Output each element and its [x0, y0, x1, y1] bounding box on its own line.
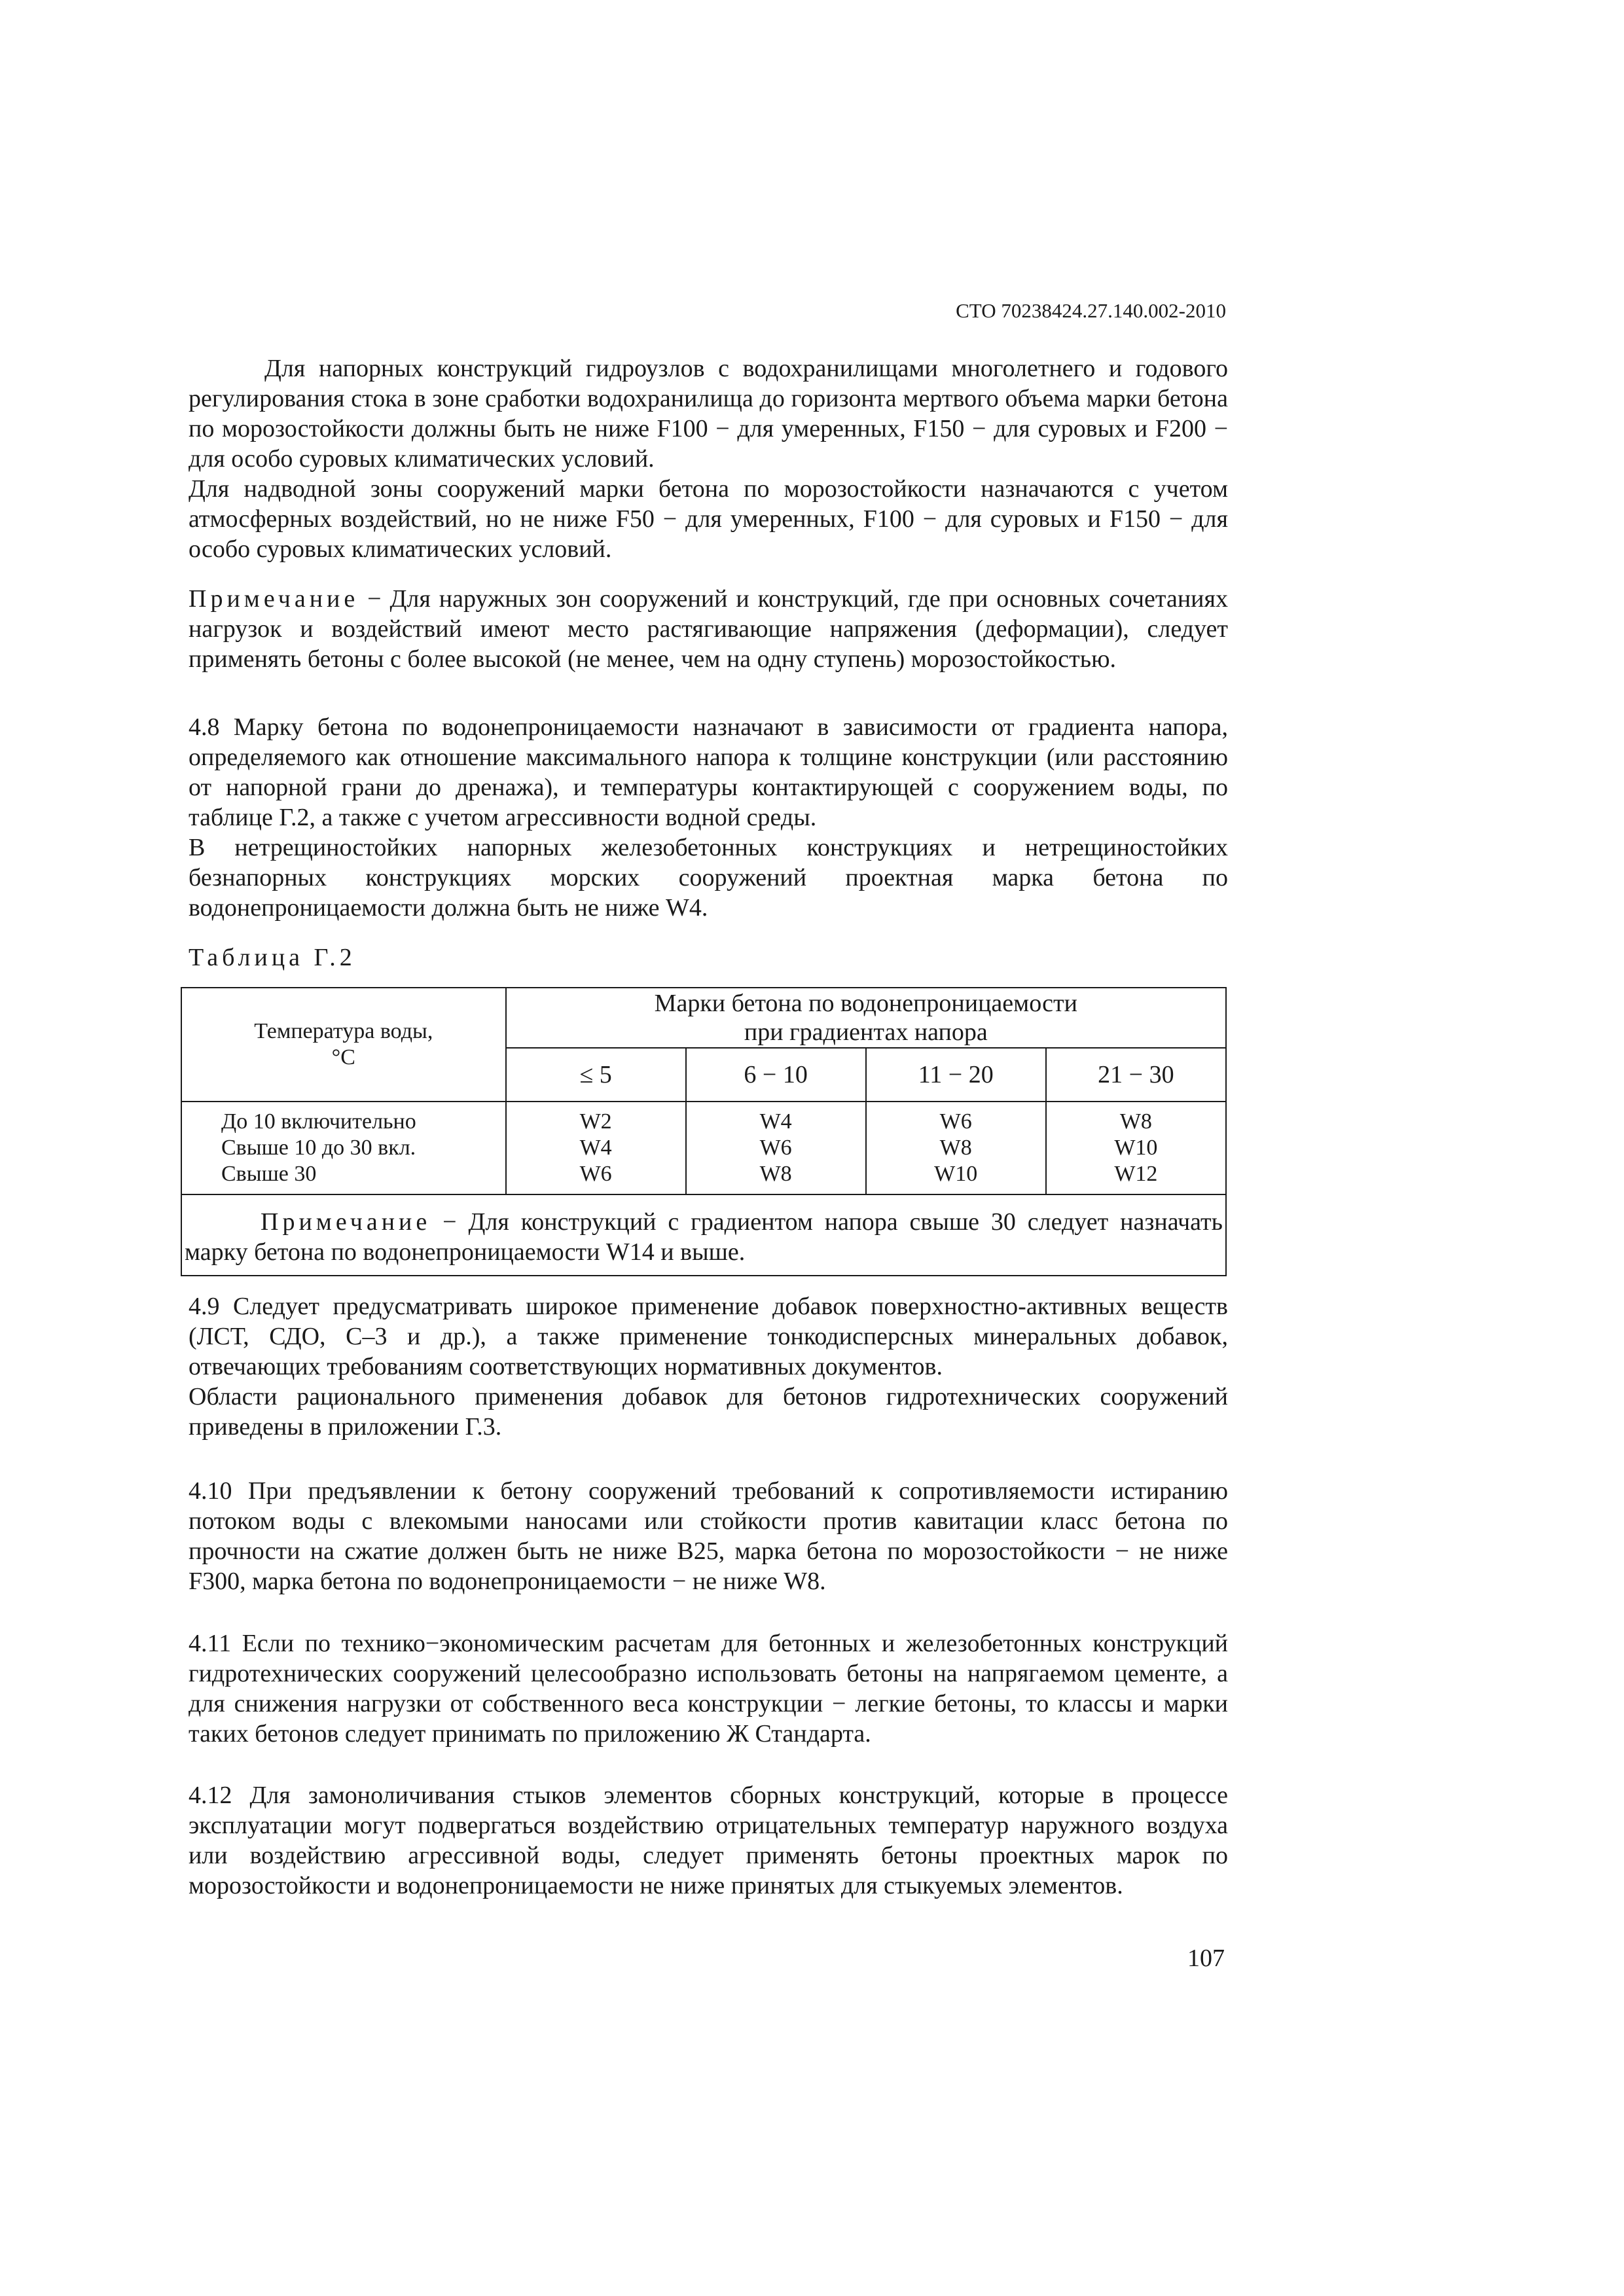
section-4-9: [189, 1291, 1228, 1442]
paragraph-text: В нетрещиностойких напорных железобетонных конструкциях и нетрещиностойких безнапорных конструкциях морских сооружений проектная марка бетона по водонепроницаемости должна быть не ниже W4.: [189, 834, 1228, 922]
table-cell: W4: [579, 1136, 612, 1160]
gradient-column-1: [506, 1102, 686, 1194]
page-number: 107: [1187, 1945, 1225, 1972]
table-cell: До 10 включительно: [221, 1109, 416, 1134]
table-cell: W10: [1114, 1136, 1158, 1160]
paragraph-text: Для надводной зоны сооружений марки бетона по морозостойкости назначаются с учетом атмосферных воздействий, но не ниже F50 − для умеренных, F100 − для суровых и F150 − для особо суровых климатических условий.: [189, 475, 1228, 563]
section-4-10: [189, 1476, 1228, 1596]
paragraph-frost-resistance: [189, 353, 1228, 564]
table-cell: W6: [759, 1136, 792, 1160]
header-temperature-line1: Температура воды,: [254, 1019, 433, 1043]
table-g2: [181, 987, 1227, 1276]
paragraph-text: Для напорных конструкций гидроузлов с водохранилищами многолетнего и годового регулирования стока в зоне сработки водохранилища до горизонта мертвого объема марки бетона по морозостойкости должны быть не ниже F100 − для умеренных, F150 − для суровых и F200 − для особо суровых климатических условий.: [189, 355, 1228, 473]
section-4-8: [189, 712, 1228, 923]
temperature-column: [181, 1102, 506, 1194]
table-note: [181, 1194, 1226, 1276]
table-data-row: [181, 1102, 1226, 1194]
header-gradient: 21 − 30: [1046, 1048, 1226, 1102]
header-marks-line1: Марки бетона по водонепроницаемости: [654, 990, 1077, 1017]
note-lead: Примечание: [261, 1208, 431, 1236]
header-gradient: 11 − 20: [866, 1048, 1046, 1102]
document-header: СТО 70238424.27.140.002-2010: [956, 299, 1226, 322]
table-cell: W10: [934, 1162, 978, 1186]
paragraph-text: 4.8 Марку бетона по водонепроницаемости назначают в зависимости от градиента напора, определяемого как отношение максимального напора к толщине конструкции (или расстоянию от напорной грани до дренажа), и температуры контактирующей с сооружением воды, по таблице Г.2, а также с учетом агрессивности водной среды.: [189, 713, 1228, 831]
note-text: − Для конструкций с градиентом напора свыше 30 следует назначать марку бетона по водонепроницаемости W14 и выше.: [185, 1208, 1223, 1266]
note-frost: [189, 584, 1228, 674]
header-gradient: 6 − 10: [686, 1048, 866, 1102]
table-cell: W4: [759, 1109, 792, 1134]
table-cell: W6: [579, 1162, 612, 1186]
gradient-column-3: [866, 1102, 1046, 1194]
header-temperature-line2: °С: [331, 1045, 355, 1069]
table-cell: W8: [1119, 1109, 1152, 1134]
table-caption-text: Таблица Г.2: [189, 944, 356, 971]
table-cell: W12: [1114, 1162, 1158, 1186]
table-cell: W8: [939, 1136, 972, 1160]
header-temperature: [181, 988, 506, 1102]
paragraph-text: 4.11 Если по технико−экономическим расчетам для бетонных и железобетонных конструкций гидротехнических сооружений целесообразно использовать бетоны на напрягаемом цементе, а для снижения нагрузки от собственного веса конструкции − легкие бетоны, то классы и марки таких бетонов следует принимать по приложению Ж Стандарта.: [189, 1630, 1228, 1748]
section-4-11: [189, 1628, 1228, 1749]
table-cell: W8: [759, 1162, 792, 1186]
table-cell: Свыше 10 до 30 вкл.: [221, 1136, 416, 1160]
paragraph-text: Области рационального применения добавок для бетонов гидротехнических сооружений приведены в приложении Г.3.: [189, 1383, 1228, 1441]
table-cell: W6: [939, 1109, 972, 1134]
header-gradient: ≤ 5: [506, 1048, 686, 1102]
section-4-12: [189, 1780, 1228, 1901]
note-text: − Для наружных зон сооружений и конструкций, где при основных сочетаниях нагрузок и воздействий имеют место растягивающие напряжения (деформации), следует применять бетоны с более высокой (не менее, чем на одну ступень) морозостойкостью.: [189, 585, 1228, 673]
header-marks: [506, 988, 1226, 1048]
header-marks-line2: при градиентах напора: [744, 1018, 988, 1046]
paragraph-text: 4.12 Для замоноличивания стыков элементов сборных конструкций, которые в процессе эксплуатации могут подвергаться воздействию отрицательных температур наружного воздуха или воздействию агрессивной воды, следует применять бетоны проектных марок по морозостойкости и водонепроницаемости не ниже принятых для стыкуемых элементов.: [189, 1782, 1228, 1899]
table-cell: Свыше 30: [221, 1162, 317, 1186]
paragraph-text: 4.9 Следует предусматривать широкое применение добавок поверхностно-активных веществ (ЛСТ, СДО, С–3 и др.), а также применение тонкодисперсных минеральных добавок, отвечающих требованиям соответствующих нормативных документов.: [189, 1293, 1228, 1380]
note-lead: Примечание: [189, 585, 359, 613]
paragraph-text: 4.10 При предъявлении к бетону сооружений требований к сопротивляемости истиранию потоком воды с влекомыми наносами или стойкости против кавитации класс бетона по прочности на сжатие должен быть не ниже В25, марка бетона по морозостойкости − не ниже F300, марка бетона по водонепроницаемости − не ниже W8.: [189, 1477, 1228, 1595]
gradient-column-2: [686, 1102, 866, 1194]
gradient-column-4: [1046, 1102, 1226, 1194]
table-cell: W2: [579, 1109, 612, 1134]
water-resistance-table: [181, 987, 1227, 1276]
table-caption: [189, 942, 1228, 973]
